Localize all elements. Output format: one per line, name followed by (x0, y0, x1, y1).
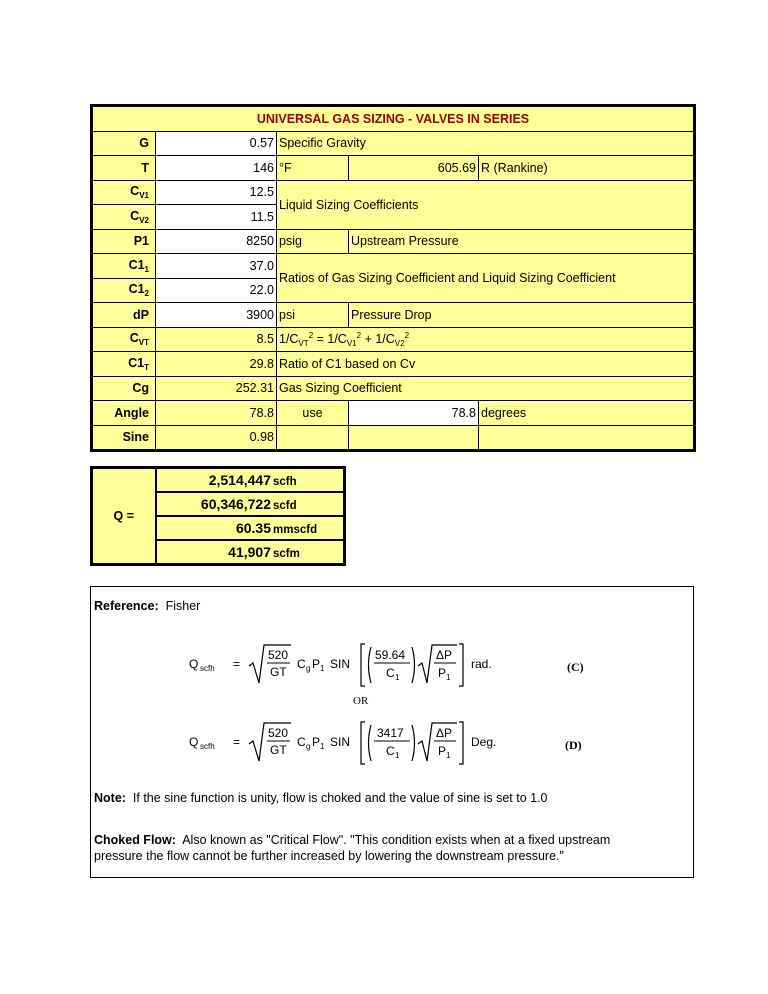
label-cg: Cg (92, 376, 156, 401)
row-t (92, 156, 695, 181)
use-unit: degrees (479, 401, 695, 426)
svg-text:520: 520 (268, 726, 289, 740)
label-dp: dP (92, 303, 156, 328)
svg-text:P: P (312, 657, 321, 671)
label-cvt: $C_{VT}$ (92, 327, 156, 352)
svg-text:Q: Q (189, 657, 199, 671)
row-sine (92, 425, 695, 451)
svg-text:1: 1 (320, 664, 325, 673)
input-c1-2[interactable]: 22.0 (156, 278, 277, 303)
label-c1t: $C1_T$ (92, 352, 156, 377)
unit-t: °F (277, 156, 349, 181)
input-cv1[interactable]: 12.5 (156, 180, 277, 205)
q-value-scfd: 60,346,722 scfd (156, 492, 345, 516)
row-angle (92, 401, 695, 426)
rankine-value: 605.69 (349, 156, 479, 181)
label-c1-2: $C1_2$ (92, 278, 156, 303)
input-p1[interactable]: 8250 (156, 229, 277, 254)
rankine-unit: R (Rankine) (479, 156, 695, 181)
input-t[interactable]: 146 (156, 156, 277, 181)
svg-text:GT: GT (270, 743, 287, 757)
svg-text:C: C (297, 657, 306, 671)
table-title: UNIVERSAL GAS SIZING - VALVES IN SERIES (92, 106, 695, 132)
svg-text:Q: Q (189, 735, 199, 749)
unit-p1: psig (277, 229, 349, 254)
label-c1-1: $C1_1$ (92, 254, 156, 279)
sine-empty-2 (349, 425, 479, 451)
or-text: OR (353, 695, 369, 707)
svg-text:1: 1 (446, 751, 451, 760)
formula-c (189, 641, 629, 689)
svg-text:ΔP: ΔP (436, 648, 453, 662)
label-p1: P1 (92, 229, 156, 254)
desc-c1: Ratios of Gas Sizing Coefficient and Liquid Sizing Coefficient (277, 254, 695, 303)
q-row-1 (92, 468, 345, 493)
svg-text:SIN: SIN (330, 657, 351, 671)
svg-text:520: 520 (268, 648, 289, 662)
row-cv1 (92, 180, 695, 205)
svg-text:Deg.: Deg. (471, 735, 497, 749)
svg-text:1: 1 (395, 751, 400, 760)
svg-text:ΔP: ΔP (436, 726, 453, 740)
svg-text:(D): (D) (565, 738, 582, 752)
svg-text:1: 1 (320, 742, 325, 751)
svg-text:P: P (312, 735, 321, 749)
svg-text:SIN: SIN (330, 735, 351, 749)
svg-text:=: = (233, 657, 241, 671)
q-value-scfh: 2,514,447 scfh (156, 468, 345, 493)
label-t: T (92, 156, 156, 181)
label-cv2: $C_{V2}$ (92, 205, 156, 230)
row-p1 (92, 229, 695, 254)
label-cv1: $C_{V1}$ (92, 180, 156, 205)
q-label: Q = (92, 468, 156, 565)
value-cvt: 8.5 (156, 327, 277, 352)
svg-text:P: P (438, 666, 447, 680)
desc-c1t: Ratio of C1 based on Cv (277, 352, 695, 377)
label-sine: Sine (92, 425, 156, 451)
svg-text:C: C (386, 666, 395, 680)
svg-text:GT: GT (270, 665, 287, 679)
svg-text:scfh: scfh (200, 664, 215, 673)
svg-text:C: C (386, 744, 395, 758)
row-c1-1 (92, 254, 695, 279)
svg-text:(C): (C) (567, 660, 584, 674)
svg-text:59.64: 59.64 (375, 648, 406, 662)
q-value-scfm: 41,907 scfm (156, 540, 345, 565)
flow-results-table (90, 466, 346, 566)
sine-empty-1 (277, 425, 349, 451)
desc-cv: Liquid Sizing Coefficients (277, 180, 695, 229)
row-g (92, 131, 695, 156)
value-sine: 0.98 (156, 425, 277, 451)
desc-dp: Pressure Drop (349, 303, 695, 328)
row-c1t (92, 352, 695, 377)
row-cvt (92, 327, 695, 352)
value-cg: 252.31 (156, 376, 277, 401)
svg-text:C: C (297, 735, 306, 749)
label-g: G (92, 131, 156, 156)
gas-sizing-table (90, 104, 696, 452)
input-cv2[interactable]: 11.5 (156, 205, 277, 230)
reference-box (90, 586, 694, 878)
desc-cg: Gas Sizing Coefficient (277, 376, 695, 401)
svg-text:=: = (233, 735, 241, 749)
svg-text:3417: 3417 (377, 726, 404, 740)
unit-dp: psi (277, 303, 349, 328)
choked-flow-line-1: Choked Flow: Also known as "Critical Flow". "This condition exists when at a fixed upstream (94, 833, 611, 847)
svg-text:1: 1 (446, 673, 451, 682)
value-angle: 78.8 (156, 401, 277, 426)
reference-line: Reference: Fisher (94, 599, 201, 613)
input-c1-1[interactable]: 37.0 (156, 254, 277, 279)
label-angle: Angle (92, 401, 156, 426)
q-value-mmscfd: 60.35 mmscfd (156, 516, 345, 540)
svg-text:P: P (438, 744, 447, 758)
input-use-angle[interactable]: 78.8 (349, 401, 479, 426)
row-cg (92, 376, 695, 401)
title-row (92, 106, 695, 132)
svg-text:rad.: rad. (471, 657, 492, 671)
svg-text:g: g (306, 742, 311, 751)
svg-text:1: 1 (395, 673, 400, 682)
svg-text:g: g (306, 664, 311, 673)
input-dp[interactable]: 3900 (156, 303, 277, 328)
equation-cvt: $1/C_{VT}^2 = 1/C_{V1}^2 + 1/C_{V2}^2$ (277, 327, 695, 352)
row-dp (92, 303, 695, 328)
desc-p1: Upstream Pressure (349, 229, 695, 254)
note-line: Note: If the sine function is unity, flow is choked and the value of sine is set to 1.0 (94, 791, 548, 805)
svg-text:scfh: scfh (200, 742, 215, 751)
input-g[interactable]: 0.57 (156, 131, 277, 156)
use-label: use (277, 401, 349, 426)
choked-flow-line-2: pressure the flow cannot be further increased by lowering the downstream pressure." (94, 849, 564, 863)
value-c1t: 29.8 (156, 352, 277, 377)
sine-empty-3 (479, 425, 695, 451)
formula-d (189, 719, 629, 767)
desc-g: Specific Gravity (277, 131, 695, 156)
